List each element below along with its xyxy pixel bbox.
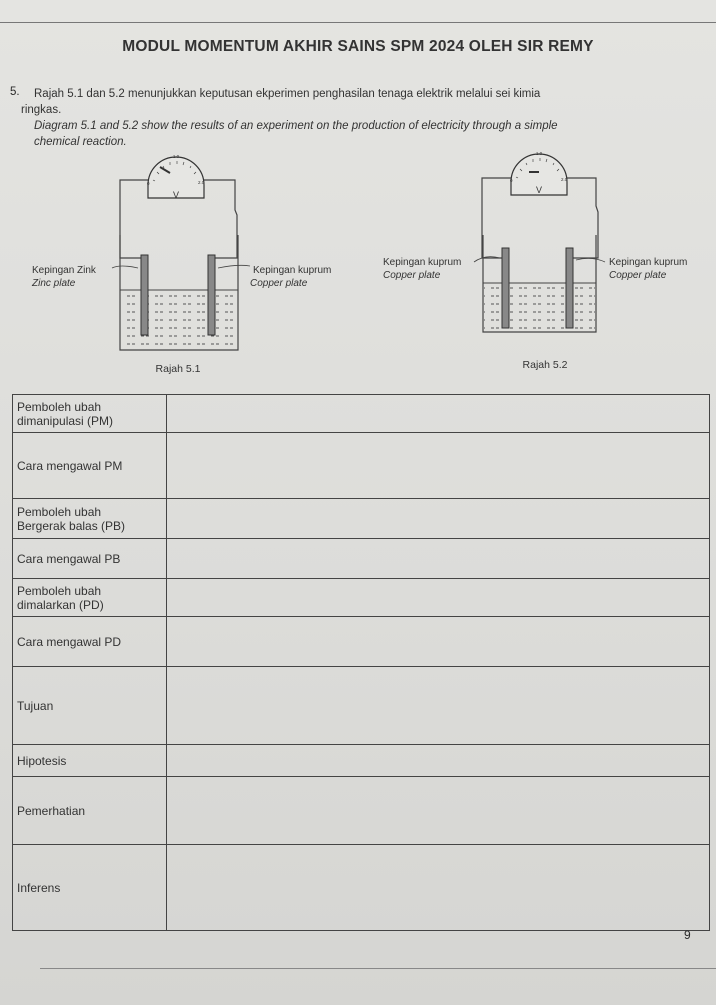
table-row <box>13 617 710 667</box>
table-row <box>13 539 710 579</box>
experiment-diagrams <box>0 140 716 385</box>
label-copper-ms-3: Kepingan kuprum <box>609 257 688 268</box>
row-label <box>13 745 167 777</box>
row-label <box>13 499 167 539</box>
caption-rajah-5-2: Rajah 5.2 <box>522 359 568 371</box>
answer-field-hipotesis[interactable] <box>167 745 710 777</box>
row-label <box>13 433 167 499</box>
question-number: 5. <box>10 86 20 98</box>
electrolyte-solution-2 <box>484 283 595 331</box>
copper-plate-right-2 <box>566 248 573 328</box>
meter2-scale-min: 0 <box>510 178 513 183</box>
table-row <box>13 499 710 539</box>
wire-left <box>120 180 150 258</box>
meter-scale-max: 2.0 <box>198 180 205 185</box>
row-label-line2: dimalarkan (PD) <box>17 597 104 612</box>
experiment-table-wrapper <box>12 394 710 931</box>
label-copper-en-1: Copper plate <box>250 278 308 289</box>
row-label-line1: Pemboleh ubah <box>17 504 102 519</box>
meter-scale-mid: 1.0 <box>172 154 180 159</box>
voltmeter-unit-label: V <box>172 190 180 200</box>
answer-field-tujuan[interactable] <box>167 667 710 745</box>
row-label <box>13 667 167 745</box>
row-label-line1: Cara mengawal PM <box>17 458 123 473</box>
label-zinc-en: Zinc plate <box>32 278 76 289</box>
page-number: 9 <box>684 928 691 942</box>
wire-right-2 <box>565 178 598 258</box>
table-row <box>13 745 710 777</box>
row-label-line2: Bergerak balas (PB) <box>17 518 126 533</box>
zinc-plate <box>141 255 148 335</box>
answer-field-pm[interactable] <box>167 395 710 433</box>
question-text-en-line2: chemical reaction. <box>34 136 127 148</box>
table-row <box>13 433 710 499</box>
voltmeter-icon <box>147 154 205 200</box>
bottom-divider <box>40 968 716 969</box>
row-label <box>13 395 167 433</box>
diagram-5-1 <box>31 154 331 375</box>
row-label <box>13 777 167 845</box>
question-text-ms-line2: ringkas. <box>21 104 62 116</box>
row-label-line2: dimanipulasi (PM) <box>17 413 114 428</box>
table-row <box>13 777 710 845</box>
voltmeter-unit-label-2: V <box>535 185 543 195</box>
caption-rajah-5-1: Rajah 5.1 <box>155 363 201 375</box>
row-label-line1: Pemboleh ubah <box>17 399 102 414</box>
row-label <box>13 579 167 617</box>
wire-left-2 <box>482 178 512 258</box>
question-text-en-line1: Diagram 5.1 and 5.2 show the results of an experiment on the production of electricity through a simple <box>34 120 558 132</box>
answer-field-pb[interactable] <box>167 499 710 539</box>
top-divider <box>0 22 716 23</box>
meter2-scale-max: 2.0 <box>561 177 568 182</box>
meter2-scale-mid: 1.0 <box>535 151 543 156</box>
row-label <box>13 539 167 579</box>
answer-field-pemerhatian[interactable] <box>167 777 710 845</box>
table-row <box>13 667 710 745</box>
row-label-line1: Hipotesis <box>17 753 67 768</box>
table-row <box>13 579 710 617</box>
answer-field-cara-pb[interactable] <box>167 539 710 579</box>
diagram-5-2 <box>383 151 687 371</box>
label-copper-ms-2: Kepingan kuprum <box>383 257 462 268</box>
row-label-line1: Inferens <box>17 880 61 895</box>
copper-plate-left-2 <box>502 248 509 328</box>
row-label-line1: Cara mengawal PB <box>17 551 121 566</box>
label-copper-ms-1: Kepingan kuprum <box>253 265 332 276</box>
label-copper-en-3: Copper plate <box>609 270 667 281</box>
answer-field-inferens[interactable] <box>167 845 710 931</box>
row-label <box>13 845 167 931</box>
answer-field-cara-pm[interactable] <box>167 433 710 499</box>
row-label-line1: Pemerhatian <box>17 803 86 818</box>
meter-scale-min: 0 <box>147 181 150 186</box>
experiment-planning-table <box>12 394 710 931</box>
wire-right <box>200 180 237 258</box>
row-label-line1: Cara mengawal PD <box>17 634 122 649</box>
row-label <box>13 617 167 667</box>
copper-plate-right <box>208 255 215 335</box>
question-text-ms-line1: Rajah 5.1 dan 5.2 menunjukkan keputusan ekperimen penghasilan tenaga elektrik melalui sei kimia <box>34 88 541 100</box>
answer-field-cara-pd[interactable] <box>167 617 710 667</box>
table-row <box>13 845 710 931</box>
label-copper-en-2: Copper plate <box>383 270 441 281</box>
row-label-line1: Pemboleh ubah <box>17 583 102 598</box>
label-zinc-ms: Kepingan Zink <box>32 265 96 276</box>
table-row <box>13 395 710 433</box>
voltmeter-icon <box>510 151 568 195</box>
answer-field-pd[interactable] <box>167 579 710 617</box>
page-title: MODUL MOMENTUM AKHIR SAINS SPM 2024 OLEH SIR REMY <box>122 38 594 55</box>
electrolyte-solution <box>121 290 237 349</box>
row-label-line1: Tujuan <box>17 698 54 713</box>
